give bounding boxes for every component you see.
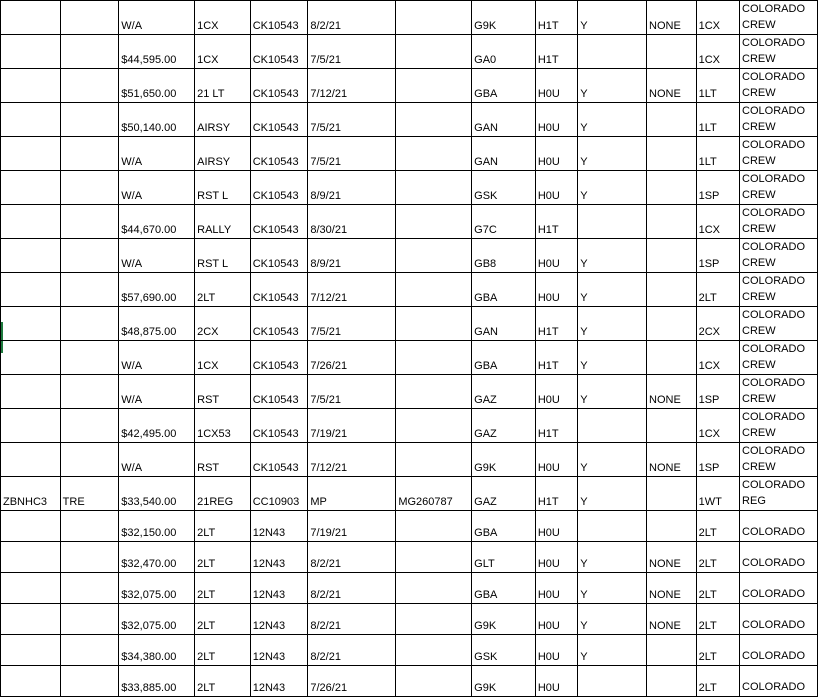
table-row [1,205,818,239]
table-cell[interactable]: Y [578,477,647,511]
table-cell[interactable]: $57,690.00 [119,273,195,307]
table-cell[interactable]: 2LT [696,542,739,573]
table-cell[interactable]: 1LT [696,69,739,103]
table-row [1,35,818,69]
table-cell[interactable]: 8/2/21 [308,635,396,666]
table-cell[interactable] [60,35,119,69]
table-cell[interactable]: 2LT [195,635,251,666]
table-cell[interactable]: 12N43 [250,511,308,542]
table-cell[interactable] [1,666,61,697]
table-cell[interactable] [396,205,472,239]
table-cell[interactable] [578,511,647,542]
table-cell[interactable]: H0U [535,666,577,697]
table-cell[interactable]: COLORADO CREW [740,69,818,103]
table-cell[interactable]: CK10543 [250,341,308,375]
table-cell[interactable]: COLORADO CREW [740,239,818,273]
table-cell[interactable]: Y [578,604,647,635]
table-cell[interactable] [1,273,61,307]
table-cell[interactable]: H0U [535,103,577,137]
table-cell[interactable]: 2LT [696,511,739,542]
table-cell[interactable]: CK10543 [250,273,308,307]
table-cell[interactable]: 2LT [195,542,251,573]
table-cell[interactable] [647,409,697,443]
table-cell[interactable]: 12N43 [250,573,308,604]
table-cell[interactable]: COLORADO CREW [740,273,818,307]
table-cell[interactable]: COLORADO [740,573,818,604]
table-cell[interactable] [60,375,119,409]
table-cell[interactable]: ZBNHC3 [1,477,61,511]
table-cell[interactable] [396,409,472,443]
table-cell[interactable] [1,239,61,273]
table-cell[interactable]: G7C [472,205,536,239]
table-cell[interactable]: 7/5/21 [308,375,396,409]
table-cell[interactable] [647,511,697,542]
table-cell[interactable]: 2LT [195,666,251,697]
table-cell[interactable]: 1SP [696,443,739,477]
table-cell[interactable]: COLORADO CREW [740,341,818,375]
table-cell[interactable] [60,1,119,35]
table-cell[interactable] [647,477,697,511]
table-cell[interactable]: COLORADO CREW [740,1,818,35]
table-cell[interactable] [647,103,697,137]
table-cell[interactable]: 1CX [195,35,251,69]
table-cell[interactable]: 8/9/21 [308,171,396,205]
table-cell[interactable] [396,511,472,542]
table-cell[interactable]: GAN [472,103,536,137]
table-cell[interactable] [1,69,61,103]
table-row [1,69,818,103]
table-cell[interactable]: H0U [535,69,577,103]
table-cell[interactable] [396,137,472,171]
table-cell[interactable]: 2LT [195,273,251,307]
table-cell[interactable]: GB8 [472,239,536,273]
table-cell[interactable]: COLORADO [740,542,818,573]
table-cell[interactable]: Y [578,542,647,573]
table-cell[interactable]: H0U [535,511,577,542]
grid-body [1,1,818,697]
table-cell[interactable]: GAZ [472,477,536,511]
table-cell[interactable]: COLORADO [740,635,818,666]
table-cell[interactable]: COLORADO [740,604,818,635]
table-cell[interactable]: Y [578,375,647,409]
table-cell[interactable] [396,1,472,35]
table-cell[interactable]: 2CX [195,307,251,341]
table-cell[interactable]: 8/2/21 [308,604,396,635]
table-cell[interactable]: CK10543 [250,1,308,35]
table-cell[interactable] [396,171,472,205]
table-cell[interactable]: GA0 [472,35,536,69]
table-cell[interactable]: 7/5/21 [308,103,396,137]
table-cell[interactable]: W/A [119,341,195,375]
table-cell[interactable]: $33,885.00 [119,666,195,697]
table-cell[interactable] [1,341,61,375]
table-cell[interactable] [60,635,119,666]
table-cell[interactable] [578,409,647,443]
table-cell[interactable]: GSK [472,171,536,205]
table-cell[interactable]: W/A [119,375,195,409]
table-cell[interactable]: Y [578,443,647,477]
table-row [1,635,818,666]
table-cell[interactable]: $48,875.00 [119,307,195,341]
table-cell[interactable]: COLORADO CREW [740,171,818,205]
table-cell[interactable]: $32,150.00 [119,511,195,542]
table-cell[interactable]: 1CX [696,35,739,69]
table-cell[interactable]: MG260787 [396,477,472,511]
table-cell[interactable]: G9K [472,1,536,35]
table-cell[interactable]: 7/12/21 [308,443,396,477]
table-cell[interactable]: NONE [647,375,697,409]
table-cell[interactable]: CK10543 [250,409,308,443]
table-cell[interactable]: H1T [535,409,577,443]
table-cell[interactable]: H0U [535,573,577,604]
table-cell[interactable]: $34,380.00 [119,635,195,666]
table-cell[interactable]: AIRSY [195,103,251,137]
table-cell[interactable]: RST L [195,171,251,205]
table-cell[interactable]: COLORADO CREW [740,103,818,137]
table-cell[interactable]: 12N43 [250,635,308,666]
table-row [1,307,818,341]
table-cell[interactable] [647,341,697,375]
table-cell[interactable]: MP [308,477,396,511]
table-cell[interactable] [647,171,697,205]
table-cell[interactable] [60,542,119,573]
table-cell[interactable] [60,205,119,239]
table-cell[interactable]: H1T [535,341,577,375]
table-row [1,103,818,137]
table-cell[interactable]: H0U [535,239,577,273]
table-cell[interactable] [647,307,697,341]
table-cell[interactable]: 2LT [195,573,251,604]
table-cell[interactable]: GAZ [472,375,536,409]
table-cell[interactable]: GBA [472,573,536,604]
table-cell[interactable] [60,573,119,604]
table-cell[interactable]: GBA [472,273,536,307]
table-cell[interactable]: Y [578,103,647,137]
table-cell[interactable]: H0U [535,171,577,205]
table-cell[interactable]: CK10543 [250,103,308,137]
table-cell[interactable]: GAZ [472,409,536,443]
table-cell[interactable]: H0U [535,604,577,635]
table-cell[interactable]: 1CX [696,1,739,35]
table-cell[interactable] [1,409,61,443]
table-cell[interactable]: $44,595.00 [119,35,195,69]
table-cell[interactable] [396,341,472,375]
table-cell[interactable] [647,273,697,307]
table-cell[interactable]: W/A [119,443,195,477]
table-cell[interactable]: H1T [535,477,577,511]
table-cell[interactable]: CK10543 [250,35,308,69]
table-cell[interactable]: 1LT [696,103,739,137]
table-cell[interactable]: 1CX53 [195,409,251,443]
table-cell[interactable] [396,542,472,573]
table-cell[interactable]: 2CX [696,307,739,341]
table-cell[interactable]: H0U [535,443,577,477]
table-cell[interactable]: H0U [535,273,577,307]
table-row [1,273,818,307]
table-cell[interactable]: CK10543 [250,443,308,477]
table-row [1,604,818,635]
table-row [1,341,818,375]
table-cell[interactable]: 1SP [696,375,739,409]
table-cell[interactable]: 7/12/21 [308,69,396,103]
table-cell[interactable] [647,205,697,239]
table-cell[interactable]: 1CX [696,409,739,443]
table-cell[interactable]: 2LT [696,635,739,666]
table-cell[interactable]: Y [578,341,647,375]
table-cell[interactable] [396,666,472,697]
table-cell[interactable]: 7/5/21 [308,307,396,341]
table-cell[interactable]: H0U [535,375,577,409]
table-cell[interactable]: $32,470.00 [119,542,195,573]
table-cell[interactable] [396,443,472,477]
table-cell[interactable]: $32,075.00 [119,573,195,604]
table-cell[interactable]: 12N43 [250,542,308,573]
table-cell[interactable]: COLORADO CREW [740,35,818,69]
table-cell[interactable] [60,666,119,697]
table-cell[interactable]: 7/5/21 [308,35,396,69]
table-cell[interactable] [60,239,119,273]
table-cell[interactable] [1,375,61,409]
table-cell[interactable]: H0U [535,635,577,666]
table-cell[interactable]: H1T [535,1,577,35]
table-cell[interactable]: NONE [647,542,697,573]
table-cell[interactable]: 2LT [696,573,739,604]
table-cell[interactable]: 21REG [195,477,251,511]
table-cell[interactable]: CK10543 [250,375,308,409]
table-cell[interactable]: $32,075.00 [119,604,195,635]
table-cell[interactable]: H1T [535,205,577,239]
table-cell[interactable] [396,103,472,137]
table-row [1,666,818,697]
table-cell[interactable]: H1T [535,307,577,341]
table-cell[interactable]: 8/9/21 [308,239,396,273]
table-cell[interactable]: NONE [647,443,697,477]
table-cell[interactable]: 8/2/21 [308,573,396,604]
table-cell[interactable]: COLORADO CREW [740,137,818,171]
table-cell[interactable]: H1T [535,35,577,69]
table-row [1,477,818,511]
table-cell[interactable]: 1CX [696,205,739,239]
table-cell[interactable] [1,205,61,239]
table-cell[interactable] [1,635,61,666]
table-cell[interactable]: GAN [472,137,536,171]
table-cell[interactable]: Y [578,1,647,35]
table-cell[interactable]: 21 LT [195,69,251,103]
table-cell[interactable]: 7/26/21 [308,341,396,375]
table-cell[interactable] [60,443,119,477]
table-cell[interactable]: COLORADO CREW [740,205,818,239]
table-cell[interactable]: 1CX [696,341,739,375]
table-cell[interactable]: 1CX [195,1,251,35]
table-row [1,1,818,35]
table-cell[interactable] [396,307,472,341]
table-cell[interactable]: RST L [195,239,251,273]
table-cell[interactable]: Y [578,635,647,666]
table-cell[interactable]: CC10903 [250,477,308,511]
table-cell[interactable] [396,273,472,307]
table-cell[interactable]: GBA [472,341,536,375]
table-cell[interactable]: 2LT [195,604,251,635]
table-cell[interactable] [1,307,61,341]
table-cell[interactable] [60,409,119,443]
table-cell[interactable] [60,604,119,635]
table-cell[interactable] [60,341,119,375]
table-cell[interactable]: 12N43 [250,604,308,635]
table-cell[interactable]: TRE [60,477,119,511]
table-cell[interactable]: H0U [535,137,577,171]
table-cell[interactable]: RALLY [195,205,251,239]
table-cell[interactable]: $50,140.00 [119,103,195,137]
table-cell[interactable]: NONE [647,604,697,635]
table-cell[interactable]: 2LT [696,666,739,697]
table-cell[interactable] [647,137,697,171]
table-cell[interactable]: Y [578,573,647,604]
table-cell[interactable] [60,103,119,137]
table-cell[interactable]: 7/19/21 [308,409,396,443]
table-cell[interactable]: 8/2/21 [308,1,396,35]
table-cell[interactable]: 1LT [696,137,739,171]
table-cell[interactable] [578,666,647,697]
table-cell[interactable]: G9K [472,443,536,477]
table-cell[interactable] [647,35,697,69]
table-cell[interactable] [1,573,61,604]
table-cell[interactable] [396,375,472,409]
table-cell[interactable] [1,542,61,573]
table-cell[interactable] [60,273,119,307]
table-cell[interactable]: NONE [647,573,697,604]
table-cell[interactable] [60,511,119,542]
table-cell[interactable] [396,69,472,103]
table-cell[interactable]: CK10543 [250,171,308,205]
table-cell[interactable]: AIRSY [195,137,251,171]
table-cell[interactable] [1,1,61,35]
table-cell[interactable]: 8/2/21 [308,542,396,573]
table-row [1,443,818,477]
table-cell[interactable]: CK10543 [250,137,308,171]
table-cell[interactable]: CK10543 [250,239,308,273]
table-cell[interactable]: Y [578,307,647,341]
table-cell[interactable] [1,171,61,205]
table-cell[interactable]: 7/12/21 [308,273,396,307]
table-cell[interactable]: Y [578,273,647,307]
table-row [1,239,818,273]
table-cell[interactable]: COLORADO [740,666,818,697]
table-cell[interactable]: 1WT [696,477,739,511]
table-cell[interactable]: 1CX [195,341,251,375]
table-cell[interactable]: 2LT [696,273,739,307]
table-cell[interactable]: COLORADO CREW [740,409,818,443]
table-cell[interactable]: RST [195,375,251,409]
table-cell[interactable]: 7/5/21 [308,137,396,171]
table-cell[interactable]: 1SP [696,239,739,273]
table-cell[interactable]: 2LT [696,604,739,635]
table-cell[interactable]: H0U [535,542,577,573]
table-cell[interactable]: 1SP [696,171,739,205]
table-cell[interactable]: RST [195,443,251,477]
table-cell[interactable] [396,573,472,604]
table-cell[interactable] [1,604,61,635]
table-row [1,137,818,171]
table-row [1,171,818,205]
table-cell[interactable] [578,35,647,69]
table-cell[interactable]: COLORADO CREW [740,307,818,341]
table-row [1,409,818,443]
table-cell[interactable]: W/A [119,239,195,273]
table-cell[interactable]: 2LT [195,511,251,542]
table-cell[interactable]: GAN [472,307,536,341]
table-cell[interactable] [396,635,472,666]
table-cell[interactable] [396,35,472,69]
table-cell[interactable]: GLT [472,542,536,573]
table-cell[interactable]: $42,495.00 [119,409,195,443]
table-cell[interactable]: COLORADO REG [740,477,818,511]
table-cell[interactable] [578,205,647,239]
table-cell[interactable]: GBA [472,511,536,542]
table-cell[interactable] [60,171,119,205]
table-cell[interactable]: NONE [647,69,697,103]
table-cell[interactable] [60,307,119,341]
table-cell[interactable]: CK10543 [250,205,308,239]
table-cell[interactable]: W/A [119,1,195,35]
table-cell[interactable]: COLORADO CREW [740,375,818,409]
table-cell[interactable]: Y [578,69,647,103]
table-cell[interactable]: GSK [472,635,536,666]
table-cell[interactable] [60,137,119,171]
table-cell[interactable]: COLORADO CREW [740,443,818,477]
table-cell[interactable]: CK10543 [250,307,308,341]
table-cell[interactable]: Y [578,239,647,273]
table-cell[interactable]: 7/26/21 [308,666,396,697]
table-cell[interactable]: NONE [647,1,697,35]
table-cell[interactable]: Y [578,171,647,205]
table-cell[interactable]: COLORADO [740,511,818,542]
table-cell[interactable] [1,137,61,171]
table-cell[interactable] [647,666,697,697]
table-cell[interactable]: 8/30/21 [308,205,396,239]
table-cell[interactable]: $44,670.00 [119,205,195,239]
table-cell[interactable]: G9K [472,604,536,635]
table-cell[interactable]: Y [578,137,647,171]
table-row [1,375,818,409]
table-cell[interactable]: W/A [119,137,195,171]
table-row [1,573,818,604]
table-cell[interactable] [1,511,61,542]
table-cell[interactable] [647,635,697,666]
table-cell[interactable]: G9K [472,666,536,697]
table-cell[interactable] [396,239,472,273]
table-cell[interactable]: $51,650.00 [119,69,195,103]
table-row [1,511,818,542]
table-cell[interactable] [647,239,697,273]
table-cell[interactable]: GBA [472,69,536,103]
table-cell[interactable] [1,443,61,477]
table-cell[interactable]: 12N43 [250,666,308,697]
table-row [1,542,818,573]
table-cell[interactable] [1,103,61,137]
table-cell[interactable]: $33,540.00 [119,477,195,511]
table-cell[interactable]: W/A [119,171,195,205]
table-cell[interactable] [1,35,61,69]
table-cell[interactable]: 7/19/21 [308,511,396,542]
table-cell[interactable] [60,69,119,103]
table-cell[interactable] [396,604,472,635]
table-cell[interactable]: CK10543 [250,69,308,103]
